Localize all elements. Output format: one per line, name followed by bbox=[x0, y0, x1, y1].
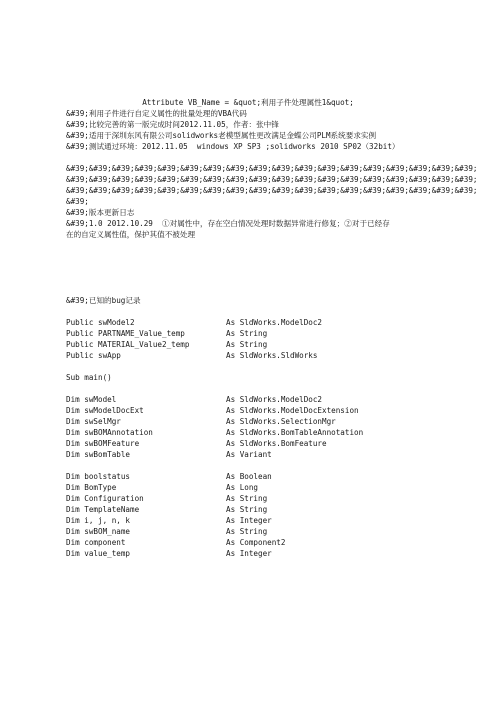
dim-type: As SldWorks.BomFeature bbox=[226, 439, 327, 448]
dim-type: As Integer bbox=[226, 516, 272, 525]
separator-line-3: &#39;&#39;&#39;&#39;&#39;&#39;&#39;&#39;&#39;&#39;&#39;&#39;&#39;&#39;&#39;&#39;&#39;&#39; bbox=[66, 186, 478, 195]
dim-name: Dim swSelMgr bbox=[66, 417, 121, 426]
separator-line-1: &#39;&#39;&#39;&#39;&#39;&#39;&#39;&#39;&#39;&#39;&#39;&#39;&#39;&#39;&#39;&#39;&#39;&#39; bbox=[66, 164, 478, 173]
dim-type: As SldWorks.SelectionMgr bbox=[226, 417, 336, 426]
decl-type: As String bbox=[226, 340, 268, 349]
code-line bbox=[66, 538, 436, 549]
code-line bbox=[66, 395, 436, 406]
decl-name: Public swModel2 bbox=[66, 318, 135, 327]
code-line bbox=[66, 351, 436, 362]
attribute-line: Attribute VB_Name = &quot;利用子件处理属性1&quot; bbox=[142, 98, 354, 107]
bug-record-comment: &#39;已知的bug记录 bbox=[66, 296, 141, 305]
dim-declarations-group-1 bbox=[66, 395, 436, 461]
dim-name: Dim swBOMAnnotation bbox=[66, 428, 153, 437]
code-line bbox=[66, 318, 436, 329]
dim-type: As SldWorks.ModelDoc2 bbox=[226, 395, 323, 404]
code-line bbox=[66, 472, 436, 483]
dim-type: As SldWorks.BomTableAnnotation bbox=[226, 428, 364, 437]
dim-name: Dim swBomTable bbox=[66, 450, 131, 459]
dim-name: Dim Configuration bbox=[66, 494, 144, 503]
dim-type: As Integer bbox=[226, 549, 272, 558]
dim-name: Dim swBOMFeature bbox=[66, 439, 140, 448]
decl-type: As String bbox=[226, 329, 268, 338]
comment-line-3: &#39;适用于深圳东风有限公司solidworks老模型属性更改满足金蝶公司PLM系统要求实例 bbox=[66, 131, 377, 140]
changelog-title: &#39;版本更新日志 bbox=[66, 208, 135, 217]
code-line bbox=[66, 428, 436, 439]
code-line bbox=[66, 505, 436, 516]
separator-line-4: &#39; bbox=[66, 197, 89, 206]
dim-type: As Variant bbox=[226, 450, 272, 459]
separator-line-2: &#39;&#39;&#39;&#39;&#39;&#39;&#39;&#39;&#39;&#39;&#39;&#39;&#39;&#39;&#39;&#39;&#39;&#39; bbox=[66, 175, 478, 184]
decl-name: Public PARTNAME_Value_temp bbox=[66, 329, 185, 338]
sub-main-line: Sub main() bbox=[66, 373, 112, 382]
code-line bbox=[66, 450, 436, 461]
code-line bbox=[66, 329, 436, 340]
comment-line-1: &#39;利用子件进行自定义属性的批量处理的VBA代码 bbox=[66, 109, 247, 118]
code-line bbox=[66, 417, 436, 428]
public-declarations bbox=[66, 318, 436, 362]
dim-type: As String bbox=[226, 494, 268, 503]
dim-name: Dim component bbox=[66, 538, 126, 547]
code-line bbox=[66, 516, 436, 527]
dim-type: As SldWorks.ModelDocExtension bbox=[226, 406, 359, 415]
comment-line-2: &#39;比较完善的第一版完成时间2012.11.05，作者：张中锋 bbox=[66, 120, 279, 129]
decl-name: Public swApp bbox=[66, 351, 121, 360]
dim-name: Dim swModel bbox=[66, 395, 117, 404]
dim-type: As String bbox=[226, 527, 268, 536]
code-line bbox=[66, 549, 436, 560]
dim-type: As String bbox=[226, 505, 268, 514]
dim-declarations-group-2 bbox=[66, 472, 436, 560]
changelog-entry-line-2: 在的自定义属性值，保护其值不被处理 bbox=[66, 230, 196, 239]
code-line bbox=[66, 439, 436, 450]
code-line bbox=[66, 494, 436, 505]
dim-name: Dim value_temp bbox=[66, 549, 131, 558]
dim-name: Dim boolstatus bbox=[66, 472, 131, 481]
decl-name: Public MATERIAL_Value2_temp bbox=[66, 340, 190, 349]
decl-type: As SldWorks.SldWorks bbox=[226, 351, 318, 360]
dim-name: Dim TemplateName bbox=[66, 505, 140, 514]
dim-type: As Boolean bbox=[226, 472, 272, 481]
dim-type: As Long bbox=[226, 483, 259, 492]
code-line bbox=[66, 340, 436, 351]
dim-name: Dim BomType bbox=[66, 483, 117, 492]
dim-type: As Component2 bbox=[226, 538, 286, 547]
code-line bbox=[66, 483, 436, 494]
code-line bbox=[66, 406, 436, 417]
decl-type: As SldWorks.ModelDoc2 bbox=[226, 318, 323, 327]
changelog-entry-line-1: &#39;1.0 2012.10.29 ①对属性中，存在空白情况处理时数据异常进行修复；②对于已经存 bbox=[66, 219, 390, 228]
comment-line-4: &#39;测试通过环境：2012.11.05 windows XP SP3 ;solidworks 2010 SP02（32bit） bbox=[66, 142, 400, 151]
dim-name: Dim swModelDocExt bbox=[66, 406, 144, 415]
dim-name: Dim swBOM_name bbox=[66, 527, 131, 536]
dim-name: Dim i, j, n, k bbox=[66, 516, 131, 525]
code-line bbox=[66, 527, 436, 538]
